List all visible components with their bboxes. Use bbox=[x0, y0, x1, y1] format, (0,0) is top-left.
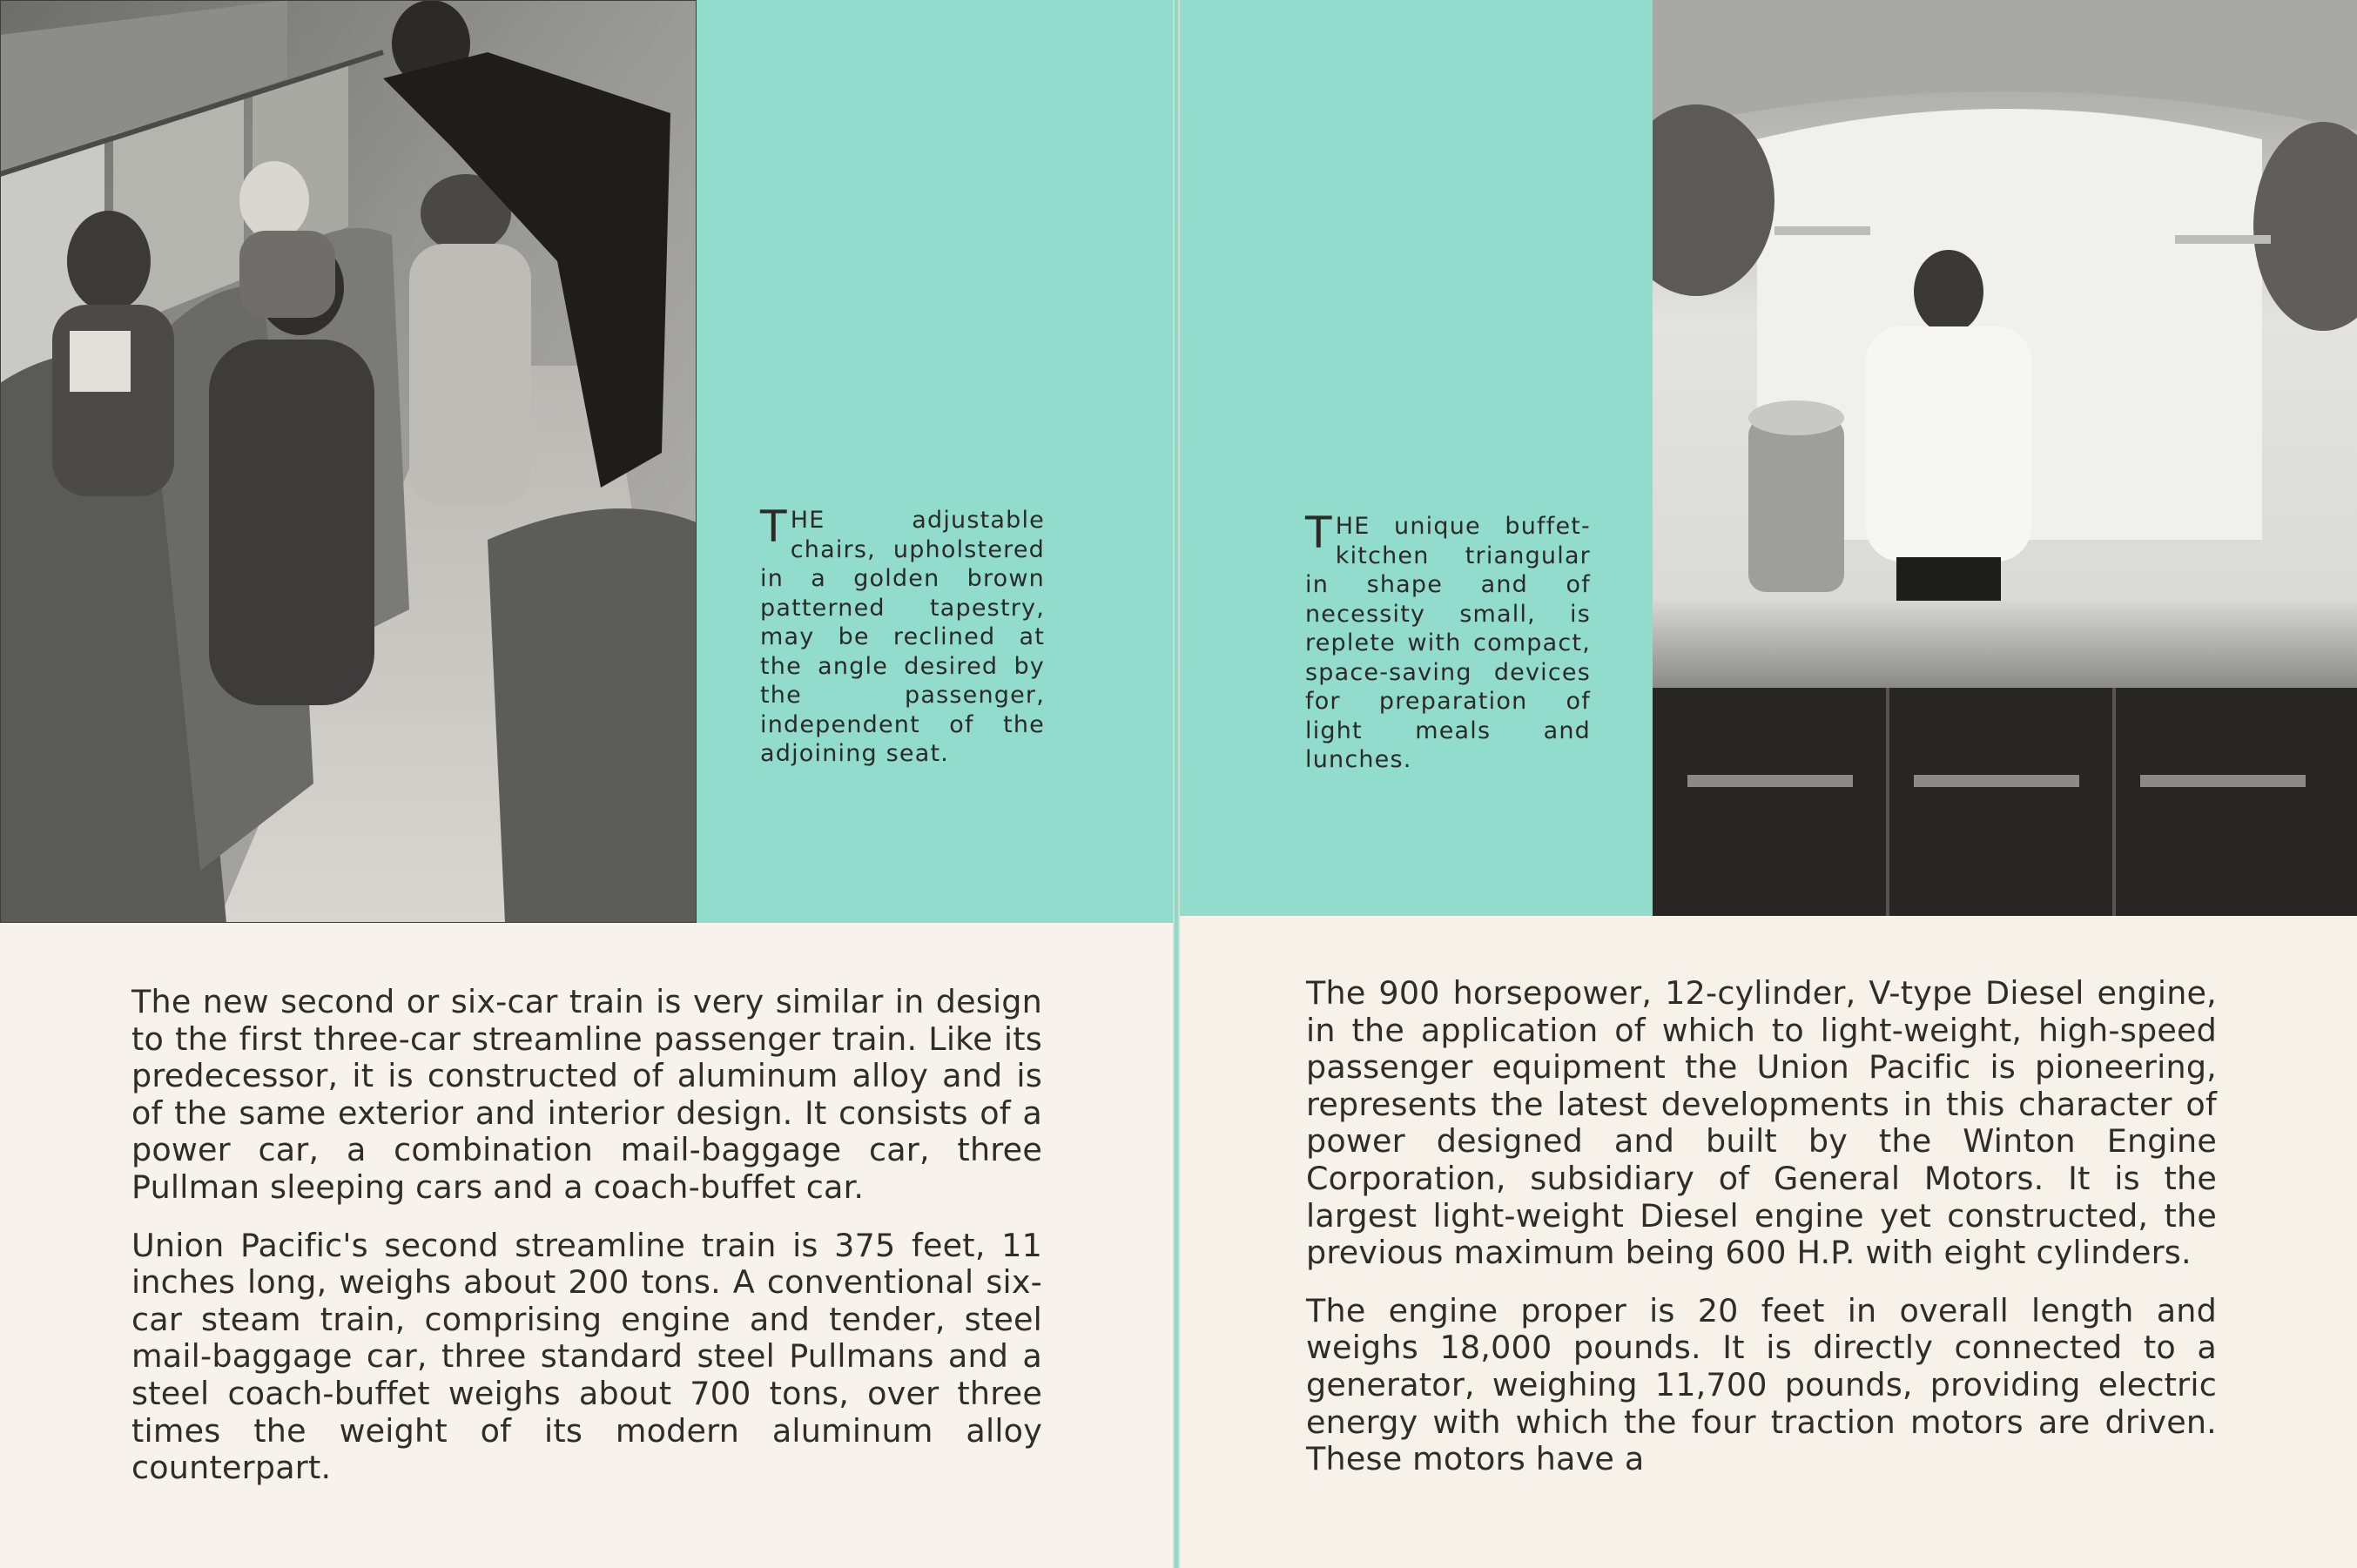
left-caption-panel bbox=[697, 0, 1173, 923]
caption-text: HE unique buffet-kitchen triangular in shape and of necessity small, is replete with compact, space-saving devices for preparation of light meals and lunches. bbox=[1305, 513, 1591, 773]
coach-interior-photo bbox=[0, 0, 697, 923]
right-photo-caption bbox=[1305, 508, 1591, 775]
right-paragraph-2: The engine proper is 20 feet in overall length and weighs 18,000 pounds. It is directly connected to a generator, weighing 11,700 pounds, providing electric energy with which the four traction motors are driven. These motors have a bbox=[1306, 1291, 2217, 1478]
left-paragraph-2: Union Pacific's second streamline train is 375 feet, 11 inches long, weighs about 200 tons. A conventional six-car steam train, comprising engine and tender, steel mail-baggage car, three standard steel Pullmans and a steel coach-buffet weighs about 700 tons, over three times the weight of its modern aluminum alloy counterpart. bbox=[131, 1226, 1042, 1487]
caption-initial: T bbox=[1305, 508, 1333, 558]
right-paragraph-1: The 900 horsepower, 12-cylinder, V-type Diesel engine, in the application of which to light-weight, high-speed passenger equipment the Union Pacific is pioneering, represents the latest developments in this character of power designed and built by the Winton Engine Corporation, subsidiary of General Motors. It is the largest light-weight Diesel engine yet constructed, the previous maximum being 600 H.P. with eight cylinders. bbox=[1306, 974, 2217, 1272]
right-body-text bbox=[1306, 975, 2217, 1499]
page-gutter bbox=[1173, 0, 1180, 1568]
buffet-kitchen-photo bbox=[1653, 0, 2357, 916]
left-body-text bbox=[131, 984, 1042, 1508]
left-paragraph-1: The new second or six-car train is very similar in design to the first three-car streamline passenger train. Like its predecessor, it is constructed of aluminum alloy and is of the same exterior and interior design. It consists of a power car, a combination mail-baggage car, three Pullman sleeping cars and a coach-buffet car. bbox=[131, 983, 1042, 1206]
right-caption-panel bbox=[1180, 0, 1653, 916]
caption-initial: T bbox=[760, 501, 788, 552]
caption-text: HE adjustable chairs, upholstered in a golden brown patterned tapestry, may be reclined at the angle desired by the passenger, independent of the adjoining seat. bbox=[760, 507, 1045, 767]
left-photo-caption bbox=[760, 501, 1045, 769]
